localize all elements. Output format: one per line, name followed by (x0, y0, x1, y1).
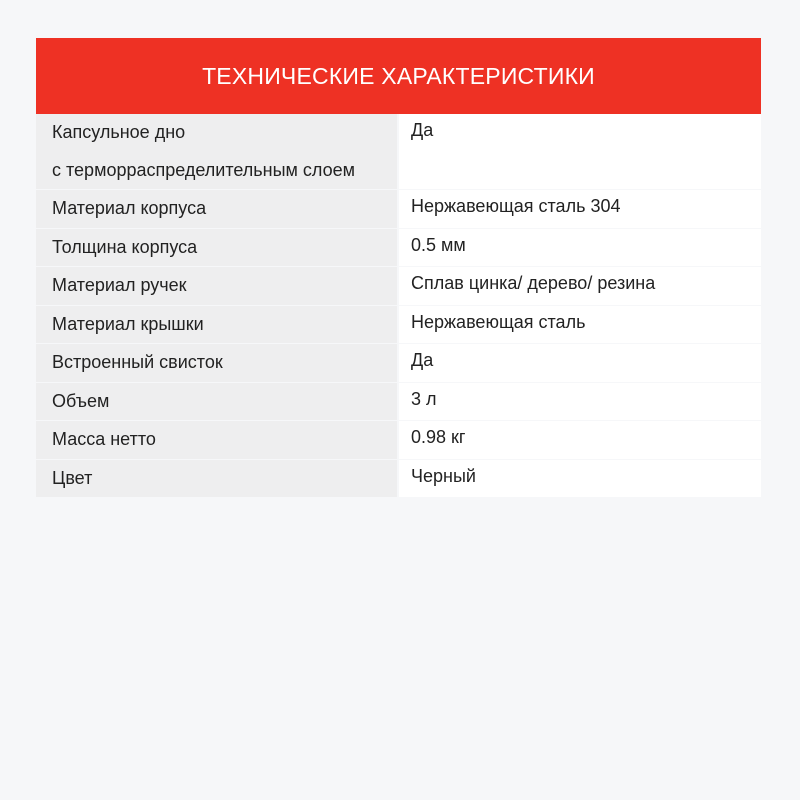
spec-value: Черный (398, 459, 761, 498)
spec-label: Цвет (36, 459, 398, 498)
table-row (36, 382, 761, 421)
spec-header (36, 38, 761, 114)
spec-label: Толщина корпуса (36, 228, 398, 267)
spec-value: 0.98 кг (398, 421, 761, 460)
spec-label: Материал ручек (36, 267, 398, 306)
spec-value: Нержавеющая сталь 304 (398, 190, 761, 229)
spec-value: Сплав цинка/ дерево/ резина (398, 267, 761, 306)
spec-label: Материал корпуса (36, 190, 398, 229)
spec-value: Нержавеющая сталь (398, 305, 761, 344)
spec-title: ТЕХНИЧЕСКИЕ ХАРАКТЕРИСТИКИ (202, 62, 595, 89)
spec-label: Масса нетто (36, 421, 398, 460)
spec-table (36, 114, 761, 498)
spec-label (36, 114, 398, 190)
table-row (36, 228, 761, 267)
spec-label: Объем (36, 382, 398, 421)
spec-label-line: Капсульное дно (52, 122, 186, 142)
table-row (36, 114, 761, 190)
spec-value: Да (398, 344, 761, 383)
table-row (36, 459, 761, 498)
spec-label-line: с терморраспределительным слоем (52, 159, 356, 180)
spec-card (36, 38, 761, 498)
table-row (36, 421, 761, 460)
spec-value: 0.5 мм (398, 228, 761, 267)
table-row (36, 190, 761, 229)
spec-label: Материал крышки (36, 305, 398, 344)
table-row (36, 305, 761, 344)
table-row (36, 344, 761, 383)
spec-value: 3 л (398, 382, 761, 421)
table-row (36, 267, 761, 306)
spec-value: Да (398, 114, 761, 190)
spec-label: Встроенный свисток (36, 344, 398, 383)
